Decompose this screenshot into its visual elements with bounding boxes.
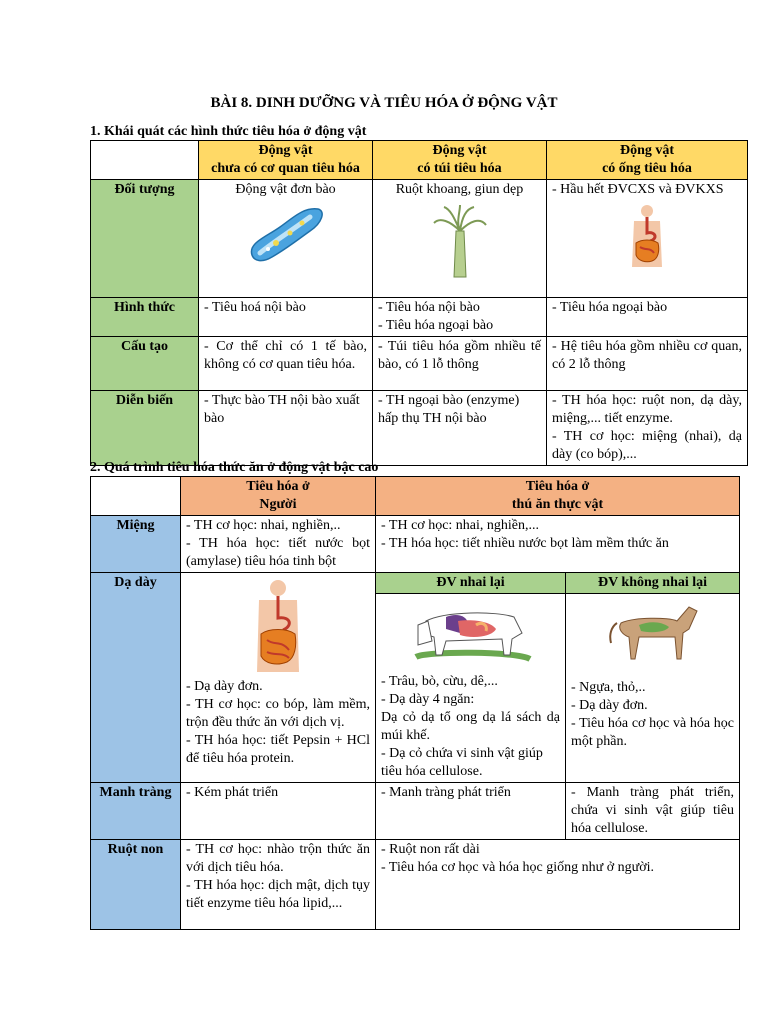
- cell-doi-tuong-3: - Hầu hết ĐVCXS và ĐVKXS: [547, 180, 748, 298]
- cell-cau-tao-1: - Cơ thể chỉ có 1 tế bào, không có cơ quan tiêu hóa.: [199, 337, 373, 391]
- cell-hinh-thuc-2: - Tiêu hóa nội bào - Tiêu hóa ngoại bào: [373, 298, 547, 337]
- cell-manh-trang-human: - Kém phát triển: [181, 783, 376, 840]
- subheader-ruminant: ĐV nhai lại: [376, 573, 566, 594]
- cell-mieng-human: - TH cơ học: nhai, nghiền,.. - TH hóa học: tiết nước bọt (amylase) tiêu hóa tinh bột: [181, 516, 376, 573]
- cell-da-day-human: - Dạ dày đơn. - TH cơ học: co bóp, làm mềm, trộn đều thức ăn với dịch vị. - TH hóa học: tiết Pepsin + HCl để tiêu hóa protein.: [181, 573, 376, 783]
- human-stomach-icon: [243, 578, 313, 674]
- higher-animal-digestion-table: [90, 476, 740, 930]
- table2-header-row: [91, 477, 740, 516]
- cell-cau-tao-2: - Túi tiêu hóa gồm nhiều tế bào, có 1 lỗ thông: [373, 337, 547, 391]
- label-cau-tao: Cấu tạo: [91, 337, 199, 391]
- label-manh-trang: Manh tràng: [91, 783, 181, 840]
- label-dien-bien: Diễn biến: [91, 391, 199, 466]
- cell-dien-bien-2: - TH ngoại bào (enzyme) hấp thụ TH nội bào: [373, 391, 547, 466]
- cell-mieng-herbivore: - TH cơ học: nhai, nghiền,... - TH hóa học: tiết nhiều nước bọt làm mềm thức ăn: [376, 516, 740, 573]
- section-1-heading: 1. Khái quát các hình thức tiêu hóa ở động vật: [90, 124, 367, 139]
- cell-da-day-ruminant: - Trâu, bò, cừu, dê,... - Dạ dày 4 ngăn: Dạ cỏ dạ tổ ong dạ lá sách dạ múi khế. - Dạ cỏ chứa vi sinh vật giúp tiêu hóa cellulose.: [376, 594, 566, 783]
- cell-manh-trang-non-ruminant: - Manh tràng phát triển, chứa vi sinh vật giúp tiêu hóa cellulose.: [566, 783, 740, 840]
- cell-doi-tuong-2: Ruột khoang, giun dẹp: [373, 180, 547, 298]
- cell-doi-tuong-1: Động vật đơn bào: [199, 180, 373, 298]
- table2-corner: [91, 477, 181, 516]
- row-mieng: [91, 516, 740, 573]
- row-hinh-thuc: [91, 298, 748, 337]
- cell-ruot-non-herbivore: - Ruột non rất dài - Tiêu hóa cơ học và hóa học giống như ở người.: [376, 840, 740, 930]
- row-dien-bien: [91, 391, 748, 466]
- subheader-non-ruminant: ĐV không nhai lại: [566, 573, 740, 594]
- label-mieng: Miệng: [91, 516, 181, 573]
- row-cau-tao: [91, 337, 748, 391]
- label-ruot-non: Ruột non: [91, 840, 181, 930]
- row-ruot-non: [91, 840, 740, 930]
- label-doi-tuong: Đối tượng: [91, 180, 199, 298]
- row-doi-tuong: [91, 180, 748, 298]
- cell-dien-bien-1: - Thực bào TH nội bào xuất bào: [199, 391, 373, 466]
- section-2-heading: 2. Quá trình tiêu hóa thức ăn ở động vật bậc cao: [90, 460, 379, 475]
- header-human: Tiêu hóa ở Người: [181, 477, 376, 516]
- page-title: BÀI 8. DINH DƯỠNG VÀ TIÊU HÓA Ở ĐỘNG VẬT: [210, 95, 558, 111]
- cell-ruot-non-human: - TH cơ học: nhào trộn thức ăn với dịch tiêu hóa. - TH hóa học: dịch mật, dịch tụy tiết enzyme tiêu hóa lipid,...: [181, 840, 376, 930]
- label-da-day: Dạ dày: [91, 573, 181, 783]
- header-digestive-sac: Động vật có túi tiêu hóa: [373, 141, 547, 180]
- table1-corner: [91, 141, 199, 180]
- cell-dien-bien-3: - TH hóa học: ruột non, dạ dày, miệng,... tiết enzyme. - TH cơ học: miệng (nhai), dạ dày (co bóp),...: [547, 391, 748, 466]
- cell-da-day-non-ruminant: - Ngựa, thỏ,.. - Dạ dày đơn. - Tiêu hóa cơ học và hóa học một phần.: [566, 594, 740, 783]
- header-digestive-tube: Động vật có ống tiêu hóa: [547, 141, 748, 180]
- cell-hinh-thuc-3: - Tiêu hóa ngoại bào: [547, 298, 748, 337]
- cell-manh-trang-ruminant: - Manh tràng phát triển: [376, 783, 566, 840]
- paramecium-icon: [246, 203, 326, 263]
- horse-icon: [603, 599, 703, 669]
- row-manh-trang: [91, 783, 740, 840]
- hydra-icon: [430, 203, 490, 283]
- cell-hinh-thuc-1: - Tiêu hoá nội bào: [199, 298, 373, 337]
- cow-icon: [406, 599, 536, 669]
- label-hinh-thuc: Hình thức: [91, 298, 199, 337]
- cell-cau-tao-3: - Hệ tiêu hóa gồm nhiều cơ quan, có 2 lỗ thông: [547, 337, 748, 391]
- header-herbivore: Tiêu hóa ở thú ăn thực vật: [376, 477, 740, 516]
- human-digestive-icon: [622, 203, 672, 269]
- header-no-digestive-organ: Động vật chưa có cơ quan tiêu hóa: [199, 141, 373, 180]
- table1-header-row: [91, 141, 748, 180]
- digestion-forms-table: [90, 140, 748, 466]
- row-da-day-sub: [91, 573, 740, 594]
